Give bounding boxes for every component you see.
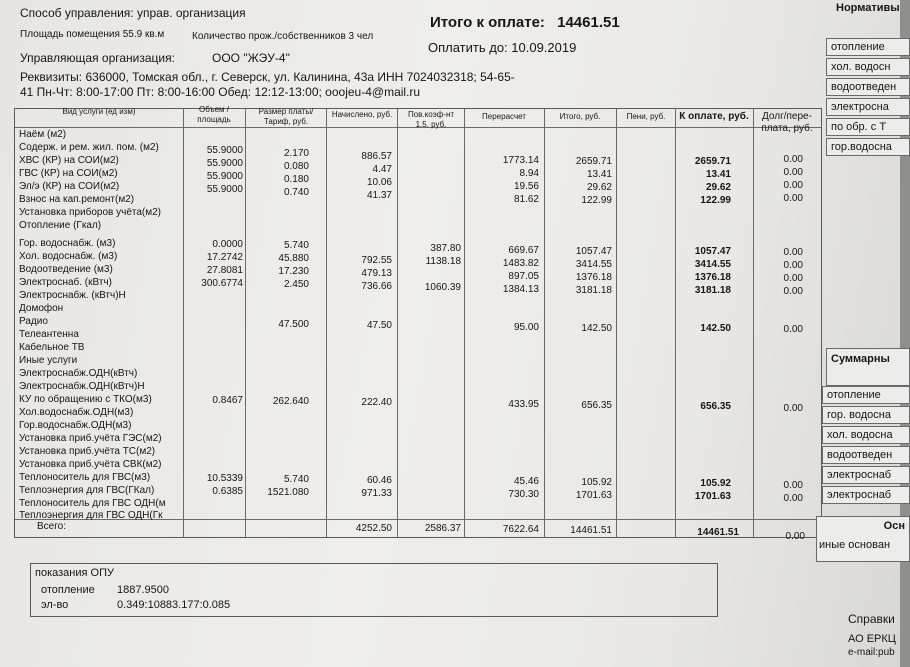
to-pay-cell: 1057.47 — [694, 246, 731, 257]
service-name: ГВС (КР) на СОИ(м2) — [19, 168, 118, 179]
debt-cell: 0.00 — [783, 193, 803, 204]
tariff-cell: 17.230 — [278, 266, 309, 277]
debt-cell: 0.00 — [783, 403, 803, 414]
recalc-cell: 1384.13 — [502, 284, 539, 295]
norms-item: по обр. с Т — [826, 118, 910, 136]
service-name: Водоотведение (м3) — [19, 264, 113, 275]
residents-count: Количество прож./собственников 3 чел — [192, 31, 374, 42]
debt-cell: 0.00 — [783, 260, 803, 271]
itogo-cell: 122.99 — [581, 195, 612, 206]
service-name: Установка приб.учёта ТС(м2) — [19, 446, 156, 457]
summary-item: хол. водосна — [822, 426, 910, 444]
volume-cell: 17.2742 — [206, 252, 243, 263]
to-pay-cell: 13.41 — [705, 169, 731, 180]
recalc-cell: 45.46 — [513, 476, 539, 487]
coef-cell: 1138.18 — [425, 256, 461, 267]
summary-item: водоотведен — [822, 446, 910, 464]
basis-title: Осн — [883, 520, 905, 532]
coef-cell: 387.80 — [430, 243, 461, 254]
service-name: Установка приб.учёта ГЭС(м2) — [19, 433, 162, 444]
col-header-debt: Долг/пере-плата, руб. — [761, 111, 813, 134]
tariff-cell: 5.740 — [283, 474, 309, 485]
col-header-volume: Объем /площадь — [197, 105, 231, 124]
charged-cell: 41.37 — [366, 190, 392, 201]
to-pay-cell: 29.62 — [705, 182, 731, 193]
service-name: ХВС (КР) на СОИ(м2) — [19, 155, 119, 166]
totals-recalc: 7622.64 — [502, 524, 539, 535]
service-name: Отопление (Гкал) — [19, 220, 102, 231]
norms-item: электросна — [826, 98, 910, 116]
living-area: Площадь помещения 55.9 кв.м — [20, 29, 165, 40]
service-name: Электроснабж.ОДН(кВтч)Н — [19, 381, 145, 392]
service-name: Иные услуги — [19, 355, 78, 366]
to-pay-cell: 142.50 — [700, 323, 731, 334]
service-name: Электроснабж. (кВтч)Н — [19, 290, 126, 301]
charged-cell: 792.55 — [361, 255, 392, 266]
total-to-pay — [430, 14, 620, 31]
requisites-line1: Реквизиты: 636000, Томская обл., г. Северск, ул. Калинина, 43а ИНН 7024032318; 54-65- — [20, 70, 515, 84]
tariff-cell: 0.080 — [283, 161, 309, 172]
tariff-cell: 2.450 — [283, 279, 309, 290]
volume-cell: 0.8467 — [212, 395, 243, 406]
to-pay-cell: 3414.55 — [694, 259, 731, 270]
basis-text: иные основан — [819, 539, 891, 551]
service-name: Теплоноситель для ГВС(м3) — [19, 472, 151, 483]
opu-electricity-label: эл-во — [41, 599, 69, 611]
tariff-cell: 262.640 — [272, 396, 309, 407]
charged-cell: 479.13 — [361, 268, 392, 279]
service-name: Электроснабж.ОДН(кВтч) — [19, 368, 138, 379]
to-pay-cell: 105.92 — [700, 478, 731, 489]
charged-cell: 47.50 — [366, 320, 392, 331]
tariff-cell: 47.500 — [278, 319, 309, 330]
summary-item: электроснаб — [822, 486, 910, 504]
help-email: e-mail:pub — [848, 647, 895, 658]
opu-heating-label: отопление — [41, 584, 95, 596]
service-name: Хол.водоснабж.ОДН(м3) — [19, 407, 134, 418]
volume-cell: 10.5339 — [206, 473, 243, 484]
norms-title: Нормативы — [836, 2, 900, 14]
service-name: Взнос на кап.ремонт(м2) — [19, 194, 135, 205]
totals-to-pay: 14461.51 — [697, 527, 739, 538]
service-name: Домофон — [19, 303, 64, 314]
service-name: Теплоноситель для ГВС ОДН(м — [19, 498, 166, 509]
itogo-cell: 3181.18 — [575, 285, 612, 296]
col-header-coef: Пов.коэф-нт 1.5, руб. — [407, 110, 455, 129]
norms-item: гор.водосна — [826, 138, 910, 156]
volume-cell: 0.6385 — [212, 486, 243, 497]
to-pay-cell: 1701.63 — [694, 491, 731, 502]
basis-box — [816, 516, 910, 562]
mgmt-org-label: Управляющая организация: — [20, 51, 175, 65]
volume-cell: 55.9000 — [206, 158, 243, 169]
opu-readings-box — [30, 563, 718, 617]
requisites-line2: 41 Пн-Чт: 8:00-17:00 Пт: 8:00-16:00 Обед: 12:12-13:00; ooojeu-4@mail.ru — [20, 85, 421, 99]
pay-by-date: Оплатить до: 10.09.2019 — [428, 40, 577, 55]
col-header-charged: Начислено, руб. — [331, 110, 393, 119]
volume-cell: 300.6774 — [201, 278, 243, 289]
tariff-cell: 2.170 — [283, 148, 309, 159]
recalc-cell: 95.00 — [513, 322, 539, 333]
debt-cell: 0.00 — [783, 154, 803, 165]
service-name: Электроснаб. (кВтч) — [19, 277, 112, 288]
debt-cell: 0.00 — [783, 180, 803, 191]
mgmt-org-name: ООО "ЖЭУ-4" — [212, 51, 290, 65]
summary-title: Суммарны — [826, 348, 910, 386]
service-name: Эл/э (КР) на СОИ(м2) — [19, 181, 120, 192]
totals-itogo: 14461.51 — [570, 525, 612, 536]
service-name: Хол. водоснабж. (м3) — [19, 251, 118, 262]
norms-item: хол. водосн — [826, 58, 910, 76]
to-pay-cell: 2659.71 — [694, 156, 731, 167]
col-header-tariff: Размер платы/ Тариф, руб. — [258, 107, 314, 126]
volume-cell: 55.9000 — [206, 171, 243, 182]
service-name: КУ по обращению с ТКО(м3) — [19, 394, 152, 405]
help-org: АО ЕРКЦ — [848, 633, 896, 645]
totals-label: Всего: — [37, 521, 66, 532]
debt-cell: 0.00 — [783, 324, 803, 335]
charged-cell: 60.46 — [366, 475, 392, 486]
service-name: Теплоэнергия для ГВС(ГКал) — [19, 485, 155, 496]
charged-cell: 4.47 — [372, 164, 392, 175]
recalc-cell: 897.05 — [508, 271, 539, 282]
col-header-to-pay: К оплате, руб. — [679, 111, 749, 122]
charged-cell: 971.33 — [361, 488, 392, 499]
summary-item: гор. водосна — [822, 406, 910, 424]
tariff-cell: 45.880 — [278, 253, 309, 264]
norms-item: водоотведен — [826, 78, 910, 96]
service-name: Гор.водоснабж.ОДН(м3) — [19, 420, 132, 431]
charged-cell: 736.66 — [361, 281, 392, 292]
itogo-cell: 29.62 — [586, 182, 612, 193]
recalc-cell: 81.62 — [513, 194, 539, 205]
col-header-recalc: Перерасчет — [482, 112, 526, 121]
col-header-service: Вид услуги (ед изм) — [62, 107, 136, 116]
debt-cell: 0.00 — [783, 167, 803, 178]
itogo-cell: 142.50 — [581, 323, 612, 334]
service-name: Теплоэнергия для ГВС ОДН(Гк — [19, 510, 163, 521]
volume-cell: 27.8081 — [206, 265, 243, 276]
service-name: Установка приб.учёта СВК(м2) — [19, 459, 162, 470]
to-pay-cell: 3181.18 — [694, 285, 731, 296]
volume-cell: 55.9000 — [206, 145, 243, 156]
charged-cell: 222.40 — [361, 397, 392, 408]
recalc-cell: 433.95 — [508, 399, 539, 410]
itogo-cell: 656.35 — [581, 400, 612, 411]
col-header-itogo: Итого, руб. — [559, 112, 601, 121]
totals-charged: 4252.50 — [355, 523, 392, 534]
service-name: Содерж. и рем. жил. пом. (м2) — [19, 142, 159, 153]
management-method: Способ управления: управ. организация — [20, 6, 246, 20]
itogo-cell: 3414.55 — [575, 259, 612, 270]
itogo-cell: 105.92 — [581, 477, 612, 488]
service-name: Установка приборов учёта(м2) — [19, 207, 162, 218]
recalc-cell: 730.30 — [508, 489, 539, 500]
itogo-cell: 2659.71 — [575, 156, 612, 167]
recalc-cell: 19.56 — [513, 181, 539, 192]
help-title: Справки — [848, 612, 895, 626]
to-pay-cell: 1376.18 — [694, 272, 731, 283]
service-name: Радио — [19, 316, 48, 327]
itogo-cell: 1057.47 — [575, 246, 612, 257]
totals-debt: 0.00 — [785, 531, 805, 542]
opu-heating-value: 1887.9500 — [117, 584, 169, 596]
debt-cell: 0.00 — [783, 480, 803, 491]
service-name: Наём (м2) — [19, 129, 67, 140]
totals-coef: 2586.37 — [424, 523, 461, 534]
to-pay-cell: 122.99 — [700, 195, 731, 206]
service-name: Гор. водоснабж. (м3) — [19, 238, 116, 249]
opu-electricity-value: 0.349:10883.177:0.085 — [117, 599, 231, 611]
charges-table — [14, 105, 822, 542]
charged-cell: 886.57 — [361, 151, 392, 162]
recalc-cell: 1483.82 — [502, 258, 539, 269]
volume-cell: 55.9000 — [206, 184, 243, 195]
opu-title: показания ОПУ — [35, 567, 114, 579]
tariff-cell: 5.740 — [283, 240, 309, 251]
service-name: Кабельное ТВ — [19, 342, 85, 353]
recalc-cell: 669.67 — [508, 245, 539, 256]
recalc-cell: 1773.14 — [502, 155, 539, 166]
itogo-cell: 1701.63 — [575, 490, 612, 501]
itogo-cell: 13.41 — [586, 169, 612, 180]
service-name: Телеантенна — [19, 329, 79, 340]
recalc-cell: 8.94 — [519, 168, 539, 179]
coef-cell: 1060.39 — [424, 282, 461, 293]
summary-item: отопление — [822, 386, 910, 404]
tariff-cell: 0.740 — [283, 187, 309, 198]
debt-cell: 0.00 — [783, 273, 803, 284]
charged-cell: 10.06 — [366, 177, 392, 188]
debt-cell: 0.00 — [783, 286, 803, 297]
itogo-cell: 1376.18 — [575, 272, 612, 283]
tariff-cell: 1521.080 — [267, 487, 309, 498]
debt-cell: 0.00 — [783, 247, 803, 258]
norms-item: отопление — [826, 38, 910, 56]
tariff-cell: 0.180 — [283, 174, 309, 185]
volume-cell: 0.0000 — [212, 239, 243, 250]
debt-cell: 0.00 — [783, 493, 803, 504]
total-value: 14461.51 — [557, 14, 620, 31]
to-pay-cell: 656.35 — [700, 401, 731, 412]
total-label: Итого к оплате: — [430, 14, 545, 31]
summary-item: электроснаб — [822, 466, 910, 484]
col-header-penalty: Пени, руб. — [626, 112, 666, 121]
